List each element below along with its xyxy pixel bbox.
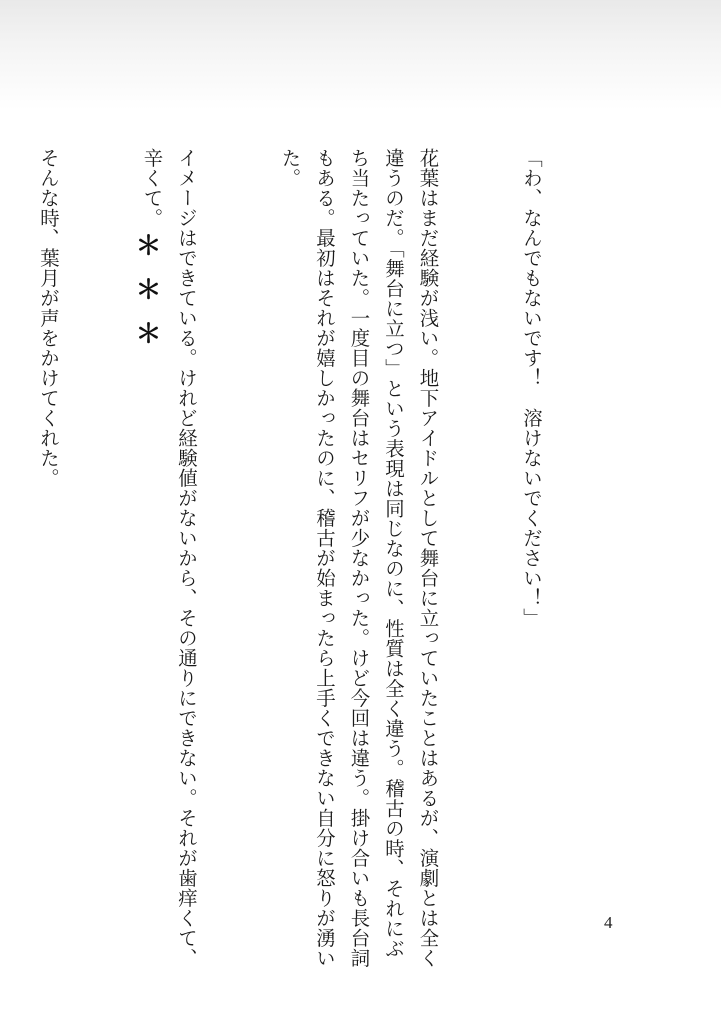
paragraph: そんな時、葉月が声をかけてくれた。 bbox=[37, 148, 60, 488]
vertical-text-body bbox=[0, 148, 617, 968]
page-top-shadow bbox=[0, 0, 721, 110]
scene-break-asterisks: ＊＊＊ bbox=[131, 232, 161, 364]
paragraph-dialogue: 「わ、なんでもないです！ 溶けないでください！」 bbox=[520, 148, 543, 628]
page-number: 4 bbox=[604, 913, 613, 932]
paragraph: イメージはできている。けれど経験値がないから、その通りにできない。それが歯痒くて、辛くて。 bbox=[140, 148, 198, 968]
paragraph: 花葉はまだ経験が浅い。地下アイドルとして舞台に立っていたことはあるが、演劇とは全く違うのだ。「舞台に立つ」という表現は同じなのに、性質は全く違う。稽古の時、それにぶち当たっていた。一度目の舞台はセリフが少なかった。けど今回は違う。掛け合いも長台詞もある。最初はそれが嬉しかったのに、稽古が始まったら上手くできない自分に怒りが湧いた。 bbox=[278, 148, 440, 968]
